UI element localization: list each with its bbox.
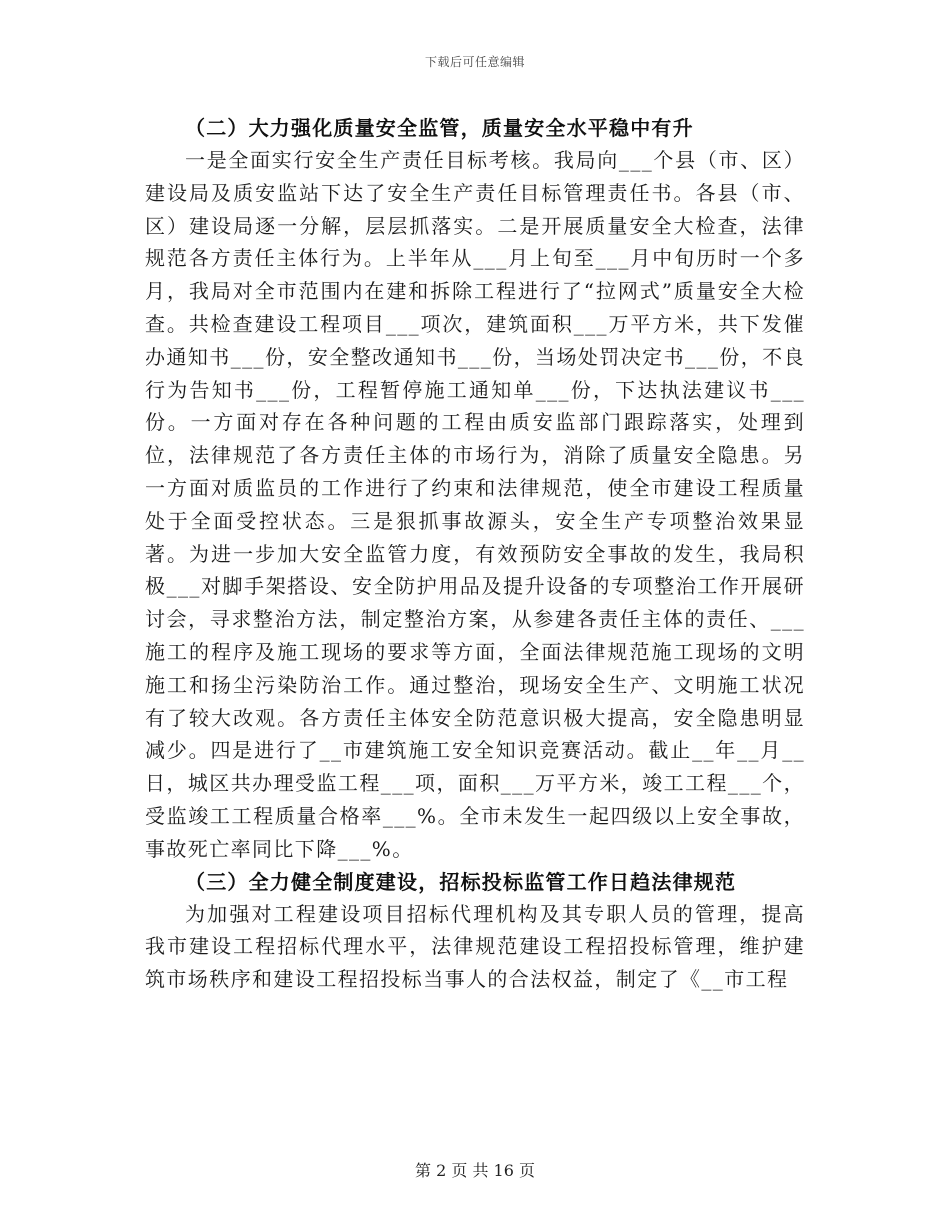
page-number-footer: 第 2 页 共 16 页: [415, 1161, 535, 1180]
document-body: [145, 112, 805, 996]
header-note: 下载后可任意编辑: [424, 55, 525, 69]
section-paragraph-2: 一是全面实行安全生产责任目标考核。我局向___个县（市、区）建设局及质安监站下达了安全生产责任目标管理责任书。各县（市、区）建设局逐一分解，层层抓落实。二是开展质量安全大检查，法律规范各方责任主体行为。上半年从___月上旬至___月中旬历时一个多月，我局对全市范围内在建和拆除工程进行了“拉网式”质量安全大检查。共检查建设工程项目___项次，建筑面积___万平方米，共下发催办通知书___份，安全整改通知书___份，当场处罚决定书___份，不良行为告知书___份，工程暂停施工通知单___份，下达执法建议书___份。一方面对存在各种问题的工程由质安监部门跟踪落实，处理到位，法律规范了各方责任主体的市场行为，消除了质量安全隐患。另一方面对质监员的工作进行了约束和法律规范，使全市建设工程质量处于全面受控状态。三是狠抓事故源头，安全生产专项整治效果显著。为进一步加大安全监管力度，有效预防安全事故的发生，我局积极___对脚手架搭设、安全防护用品及提升设备的专项整治工作开展研讨会，寻求整治方法，制定整治方案，从参建各责任主体的责任、___施工的程序及施工现场的要求等方面，全面法律规范施工现场的文明施工和扬尘污染防治工作。通过整治，现场安全生产、文明施工状况有了较大改观。各方责任主体安全防范意识极大提高，安全隐患明显减少。四是进行了__市建筑施工安全知识竞赛活动。截止__年__月__日，城区共办理受监工程___项，面积___万平方米，竣工工程___个，受监竣工工程质量合格率___%。全市未发生一起四级以上安全事故，事故死亡率同比下降___%。: [145, 148, 805, 861]
section-paragraph-3: 为加强对工程建设项目招标代理机构及其专职人员的管理，提高我市建设工程招标代理水平，法律规范建设工程招投标管理，维护建筑市场秩序和建设工程招投标当事人的合法权益，制定了《__市工程: [145, 901, 805, 992]
section-heading-3: （三）全力健全制度建设，招标投标监管工作日趋法律规范: [185, 869, 737, 894]
section-heading-2: （二）大力强化质量安全监管，质量安全水平稳中有升: [185, 116, 694, 140]
